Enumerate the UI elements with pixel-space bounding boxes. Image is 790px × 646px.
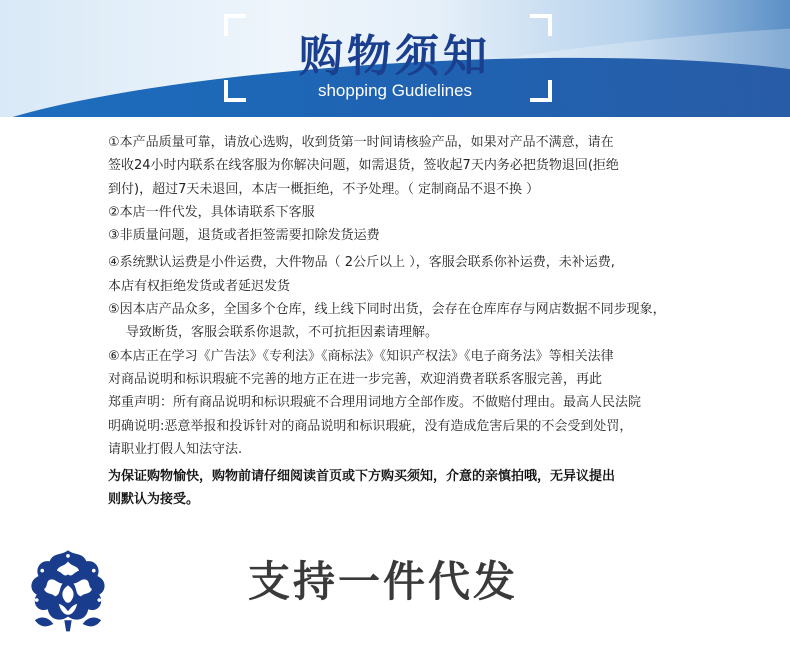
page-title: 购物须知 (299, 31, 491, 82)
notice-line: 本店有权拒绝发货或者延迟发货 (108, 278, 291, 294)
notice-line: 请职业打假人知法守法. (108, 441, 243, 457)
header-banner (0, 0, 790, 117)
notice-line: 对商品说明和标识瑕疵不完善的地方正在进一步完善，欢迎消费者联系客服完善，再此 (108, 371, 603, 387)
notice-line: 导致断货，客服会联系你退款，不可抗拒因素请理解。 (126, 325, 439, 341)
notice-line: ①本产品质量可靠，请放心选购，收到货第一时间请核验产品，如果对产品不满意，请在 (108, 135, 614, 150)
notice-line: ④系统默认运费是小件运费，大件物品（ 2公斤以上 ），客服会联系你补运费，未补运费, (108, 255, 615, 271)
notice-line-emphasis: 为保证购物愉快，购物前请仔细阅读首页或下方购买须知，介意的亲慎拍哦，无异议提出 (108, 469, 616, 485)
notice-line: 签收24小时内联系在线客服为你解决问题，如需退货，签收起7天内务必把货物退回(拒绝 (108, 158, 619, 174)
notice-line: 明确说明:恶意举报和投诉针对的商品说明和标识瑕疵，没有造成危害后果的不会受到处罚， (108, 418, 633, 434)
notice-line: ⑤因本店产品众多，全国多个仓库，线上线下同时出货，会存在仓库库存与网店数据不同步现象， (108, 302, 666, 318)
slogan-text: 支持一件代发 (248, 557, 519, 606)
notice-line: 郑重声明：所有商品说明和标识瑕疵不合理用词地方全部作废。不做赔付理由。最高人民法院 (108, 395, 642, 411)
blue-peony-ornament-icon (22, 543, 114, 635)
notice-text (108, 131, 728, 512)
page-subtitle: shopping Gudielines (317, 81, 473, 100)
notice-line-emphasis: 则默认为接受。 (108, 492, 200, 508)
notice-line: ②本店一件代发，具体请联系下客服 (108, 204, 315, 220)
notice-line: ⑥本店正在学习《广告法》《专利法》《商标法》《知识产权法》《电子商务法》等相关法律 (108, 348, 614, 364)
notice-line: ③非质量问题，退货或者拒签需要扣除发货运费 (108, 228, 380, 244)
notice-line: 到付)，超过7天未退回，本店一概拒绝，不予处理。（ 定制商品不退不换 ） (108, 181, 540, 197)
